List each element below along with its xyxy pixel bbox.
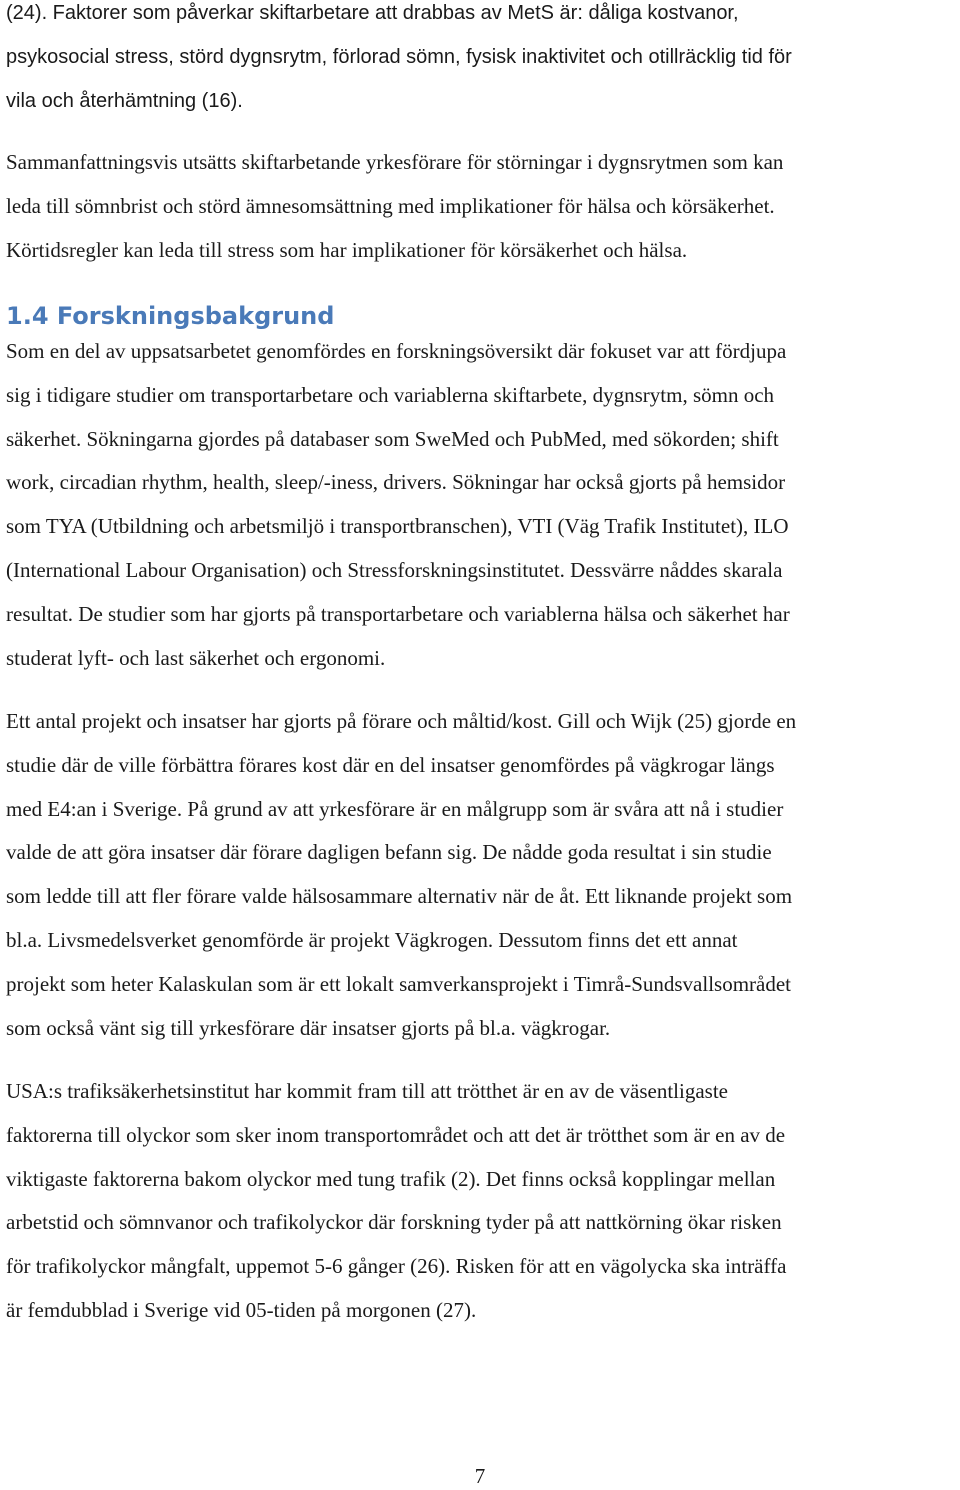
paragraph-projects xyxy=(6,700,958,1050)
paragraph-line: är femdubblad i Sverige vid 05-tiden på morgonen (27). xyxy=(6,1297,477,1322)
paragraph-line: work, circadian rhythm, health, sleep/-iness, drivers. Sökningar har också gjorts på hemsidor xyxy=(6,470,786,495)
paragraph-line: Ett antal projekt och insatser har gjorts på förare och måltid/kost. Gill och Wijk (25) gjorde en xyxy=(6,709,797,733)
paragraph-line: faktorerna till olyckor som sker inom transportområdet och att det är trötthet som är en av de xyxy=(6,1122,786,1147)
paragraph-line: bl.a. Livsmedelsverket genomförde är projekt Vägkrogen. Dessutom finns det ett annat xyxy=(6,927,738,952)
paragraph-line: vila och återhämtning (16). xyxy=(6,89,243,112)
paragraph-line: säkerhet. Sökningarna gjordes på databaser som SweMed och PubMed, med sökorden; shift xyxy=(6,426,779,451)
paragraph-line: psykosocial stress, störd dygnsrytm, förlorad sömn, fysisk inaktivitet och otillräcklig tid för xyxy=(6,45,792,68)
paragraph-line: Sammanfattningsvis utsätts skiftarbetande yrkesförare för störningar i dygnsrytmen som kan xyxy=(6,150,784,174)
paragraph-line: med E4:an i Sverige. På grund av att yrkesförare är en målgrupp som är svåra att nå i studier xyxy=(6,796,784,821)
paragraph-line: som ledde till att fler förare valde hälsosammare alternativ när de åt. Ett liknande projekt som xyxy=(6,884,793,909)
paragraph-line: arbetstid och sömnvanor och trafikolyckor där forskning tyder på att nattkörning ökar risken xyxy=(6,1210,782,1235)
section-heading: 1.4 Forskningsbakgrund xyxy=(6,302,335,330)
paragraph-line: studerat lyft- och last säkerhet och ergonomi. xyxy=(6,645,386,670)
paragraph-line: leda till sömnbrist och störd ämnesomsättning med implikationer för hälsa och körsäkerhet. xyxy=(6,193,775,218)
paragraph-line: studie där de ville förbättra förares kost där en del insatser genomfördes på vägkrogar längs xyxy=(6,752,775,777)
paragraph-summary xyxy=(6,141,958,272)
paragraph-line: (24). Faktorer som påverkar skiftarbetare att drabbas av MetS är: dåliga kostvanor, xyxy=(6,2,739,24)
paragraph-line: (International Labour Organisation) och Stressforskningsinstitutet. Dessvärre nåddes skarala xyxy=(6,557,783,582)
page-number: 7 xyxy=(474,1464,486,1488)
paragraph-line: projekt som heter Kalaskulan som är ett lokalt samverkansprojekt i Timrå-Sundsvallsområdet xyxy=(6,971,792,996)
paragraph-line: valde de att göra insatser där förare dagligen befann sig. De nådde goda resultat i sin studie xyxy=(6,840,772,865)
paragraph-usa xyxy=(6,1070,958,1333)
paragraph-line: USA:s trafiksäkerhetsinstitut har kommit fram till att trötthet är en av de väsentligaste xyxy=(6,1079,728,1103)
paragraph-line: som också vänt sig till yrkesförare där insatser gjorts på bl.a. vägkrogar. xyxy=(6,1015,611,1040)
paragraph-line: resultat. De studier som har gjorts på transportarbetare och variablerna hälsa och säkerhet har xyxy=(6,601,790,626)
paragraph-research xyxy=(6,330,958,680)
paragraph-line: Som en del av uppsatsarbetet genomfördes en forskningsöversikt där fokuset var att fördjupa xyxy=(6,339,787,363)
paragraph-line: sig i tidigare studier om transportarbetare och variablerna skiftarbete, dygnsrytm, sömn och xyxy=(6,382,775,407)
paragraph-line: för trafikolyckor mångfalt, uppemot 5-6 gånger (26). Risken för att en vägolycka ska inträffa xyxy=(6,1254,787,1279)
paragraph-line: Körtidsregler kan leda till stress som har implikationer för körsäkerhet och hälsa. xyxy=(6,237,688,262)
paragraph-intro xyxy=(6,0,958,123)
paragraph-line: viktigaste faktorerna bakom olyckor med tung trafik (2). Det finns också kopplingar mellan xyxy=(6,1166,776,1191)
paragraph-line: som TYA (Utbildning och arbetsmiljö i transportbranschen), VTI (Väg Trafik Institutet), ILO xyxy=(6,514,789,539)
